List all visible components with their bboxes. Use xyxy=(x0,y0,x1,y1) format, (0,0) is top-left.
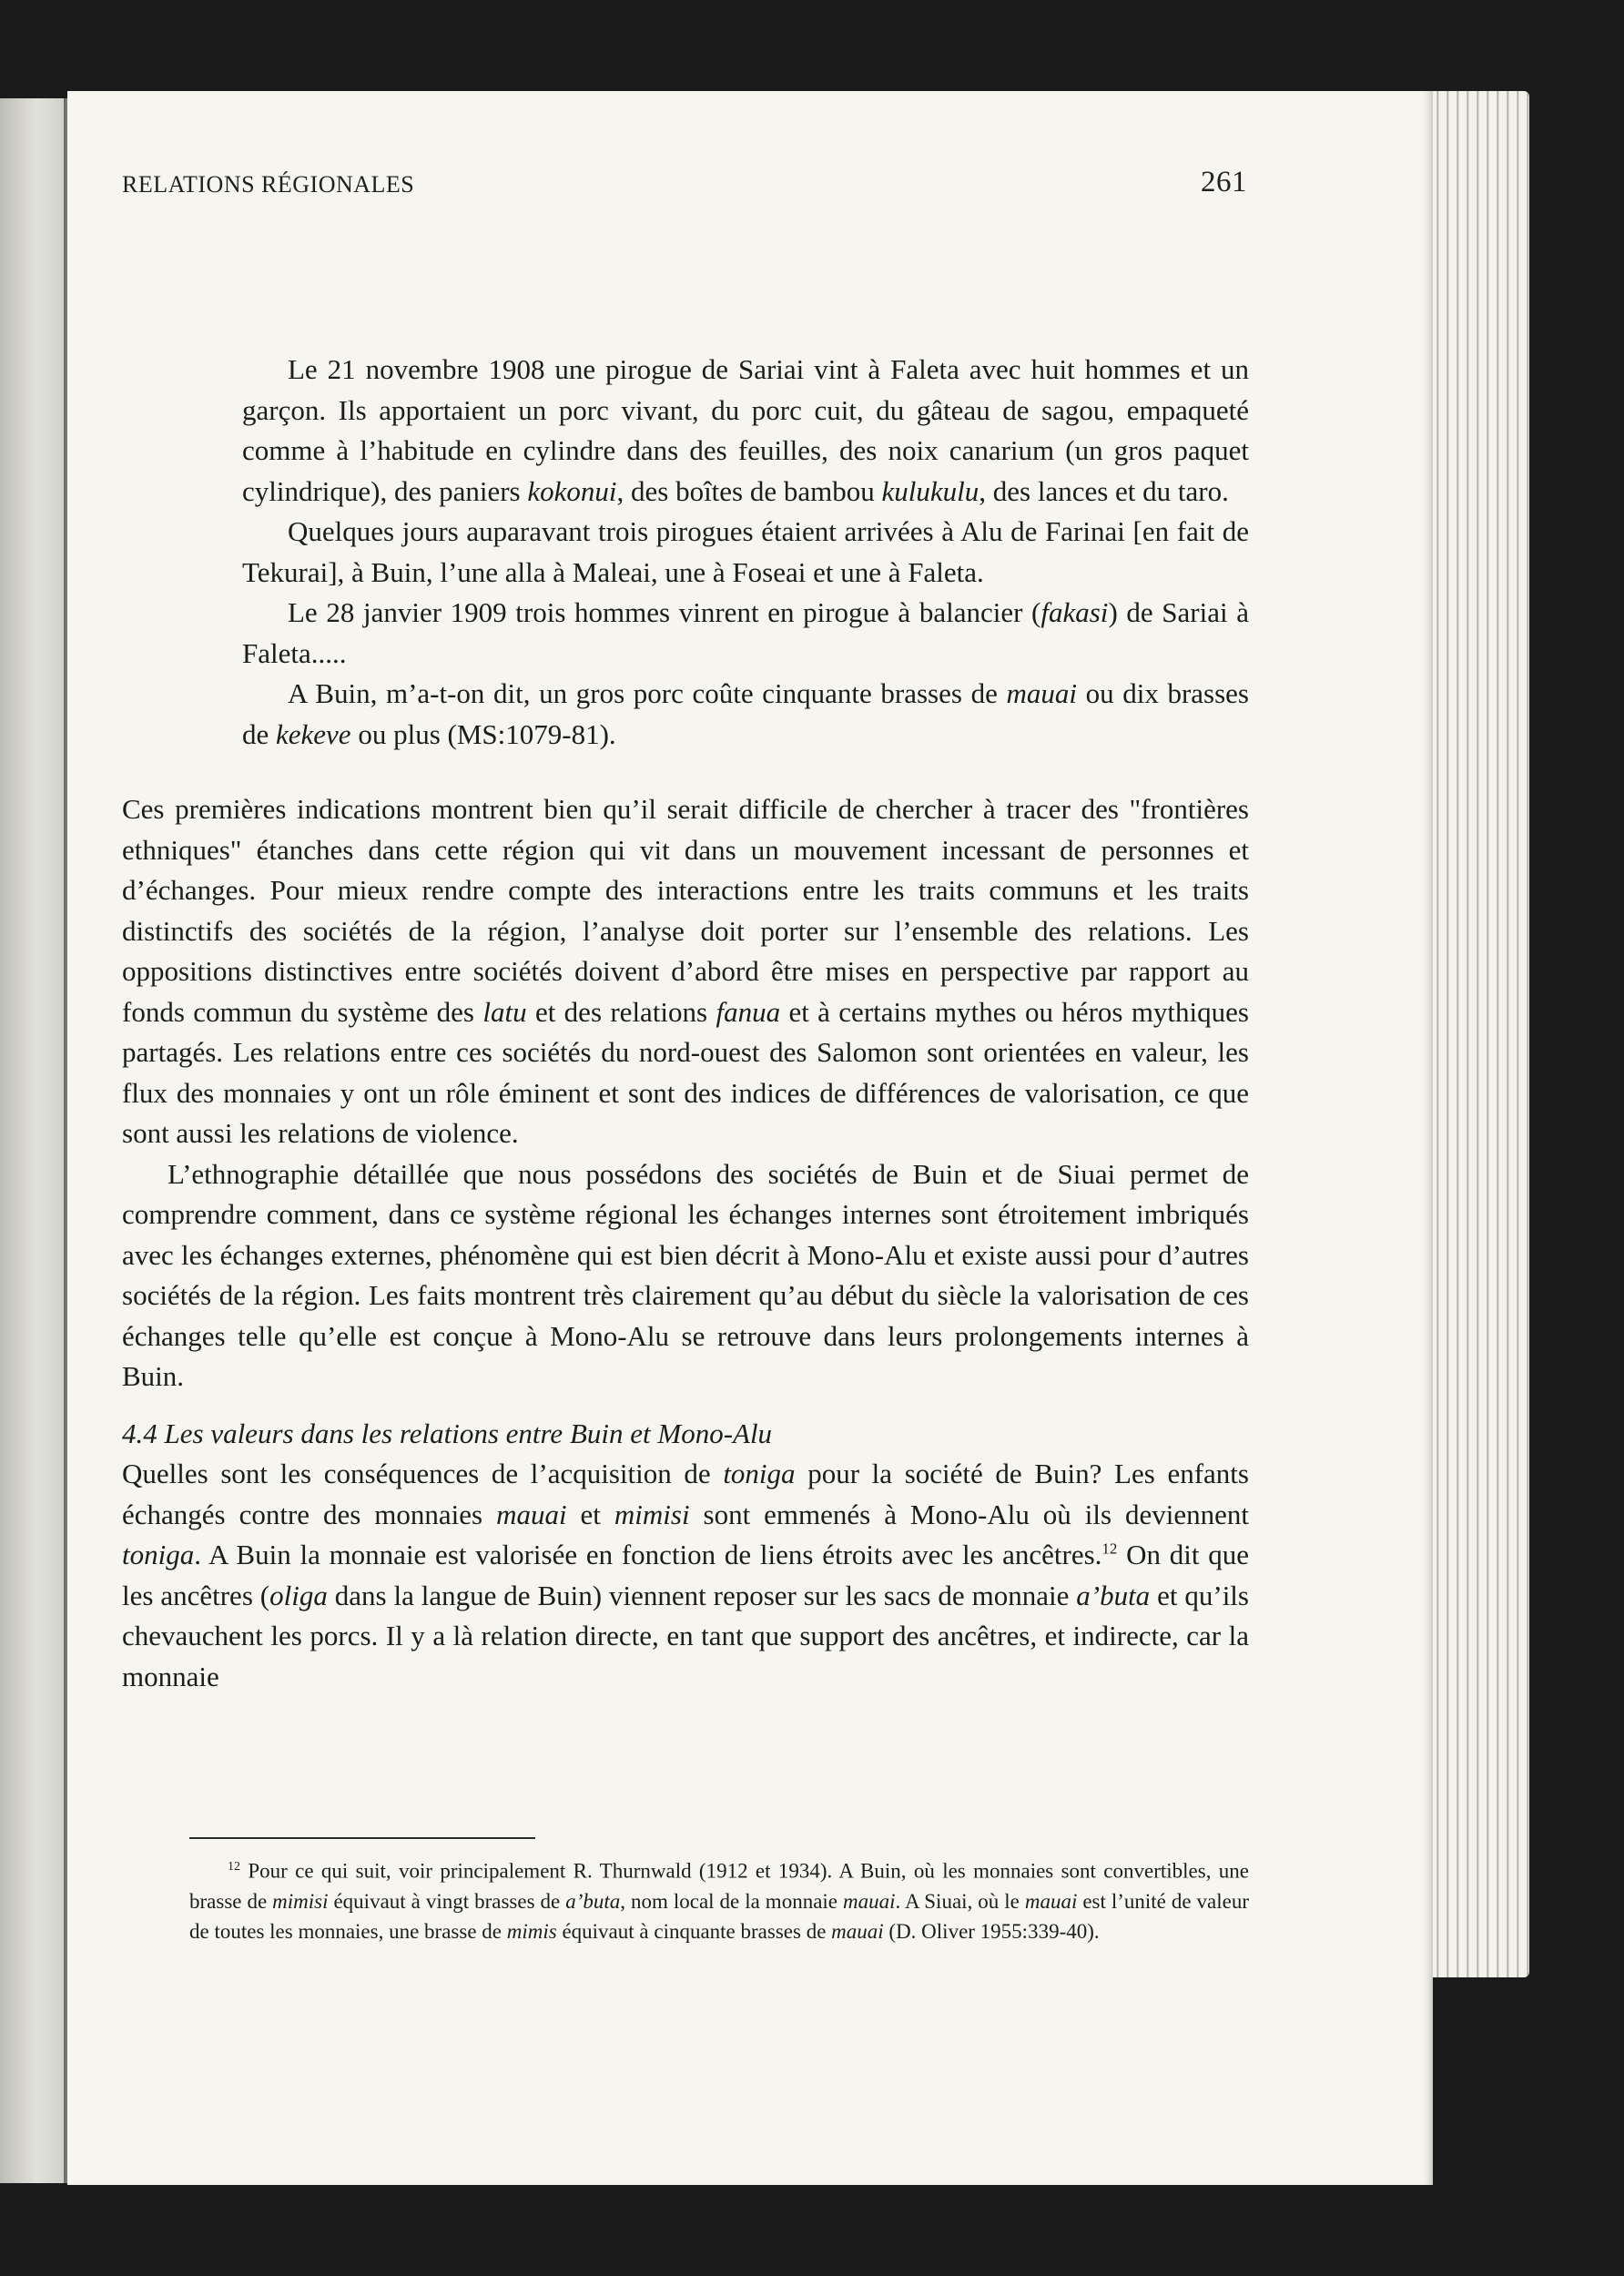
footnote-separator xyxy=(189,1837,535,1839)
quote-paragraph-3: Le 28 janvier 1909 trois hommes vinrent en pirogue à balancier (fakasi) de Sariai à Faleta..... xyxy=(242,596,1249,669)
running-head xyxy=(122,166,1247,208)
page-stack-edges xyxy=(1429,91,1529,1977)
section-subheading: 4.4 Les valeurs dans les relations entre Buin et Mono-Alu xyxy=(122,1417,773,1449)
quote-paragraph-1: Le 21 novembre 1908 une pirogue de Sariai vint à Faleta avec huit hommes et un garçon. Ils apportaient un porc vivant, du porc cuit, du gâteau de sagou, empaqueté comme à l’habitude en cylindre dans des feuilles, des noix canarium (un gros paquet cylindrique), des paniers kokonui, des boîtes de bambou kulukulu, des lances et du taro. xyxy=(242,353,1249,507)
facing-page-edge xyxy=(0,98,67,2183)
footnote-12: $^{12}$ Pour ce qui suit, voir principalement R. Thurnwald (1912 et 1934). A Buin, où les monnaies sont convertibles, une brasse de mimisi équivaut à vingt brasses de a’buta, nom local de la monnaie mauai. A Siuai, où le mauai est l’unité de valeur de toutes les monnaies, une brasse de mimis équivaut à cinquante brasses de mauai (D. Oliver 1955:339-40). xyxy=(189,1859,1250,1943)
quote-paragraph-4: A Buin, m’a-t-on dit, un gros porc coûte cinquante brasses de mauai ou dix brasses de kekeve ou plus (MS:1079-81). xyxy=(242,677,1250,750)
footnote-reference[interactable]: 12 xyxy=(1101,1539,1118,1558)
footnote-number: 12 xyxy=(228,1860,240,1874)
body-text xyxy=(122,350,1250,1697)
body-paragraph-2: L’ethnographie détaillée que nous possédons des sociétés de Buin et de Siuai permet de comprendre comment, dans ce système régional les échanges internes sont étroitement imbriqués avec les échanges externes, phénomène qui est bien décrit à Mono-Alu et existe aussi pour d’autres sociétés de la région. Les faits montrent très clairement qu’au début du siècle la valorisation de ces échanges telle qu’elle est conçue à Mono-Alu se retrouve dans leurs prolongements internes à Buin. xyxy=(122,1157,1249,1392)
body-paragraph-3: Quelles sont les conséquences de l’acquisition de toniga pour la société de Buin? Les enfants échangés contre des monnaies mauai et mimisi sont emmenés à Mono-Alu où ils deviennent toniga. A Buin la monnaie est valorisée en fonction de liens étroits avec les ancêtres.$^{12}$ On dit que les ancêtres (oliga dans la langue de Buin) viennent reposer sur les sacs de monnaie a’buta et qu’ils chevauchent les porcs. Il y a là relation directe, en tant que support des ancêtres, et indirecte, car la monnaie xyxy=(122,1458,1250,1692)
body-paragraph-1: Ces premières indications montrent bien qu’il serait difficile de chercher à tracer des "frontières ethniques" étanches dans cette région qui vit dans un mouvement incessant de personnes et d’échanges. Pour mieux rendre compte des interactions entre les traits communs et les traits distinctifs des sociétés de la région, l’analyse doit porter sur l’ensemble des relations. Les oppositions distinctives entre sociétés doivent d’abord être mises en perspective par rapport au fonds commun du système des latu et des relations fanua et à certains mythes ou héros mythiques partagés. Les relations entre ces sociétés du nord-ouest des Salomon sont orientées en valeur, les flux des monnaies y ont un rôle éminent et sont des indices de différences de valorisation, ce que sont aussi les relations de violence. xyxy=(122,793,1249,1149)
running-head-title: RELATIONS RÉGIONALES xyxy=(122,171,415,198)
page-number: 261 xyxy=(1201,166,1247,198)
footnote xyxy=(189,1852,1249,1946)
quote-paragraph-2: Quelques jours auparavant trois pirogues étaient arrivées à Alu de Farinai [en fait de Tekurai], à Buin, l’une alla à Maleai, une à Foseai et une à Faleta. xyxy=(242,515,1249,588)
